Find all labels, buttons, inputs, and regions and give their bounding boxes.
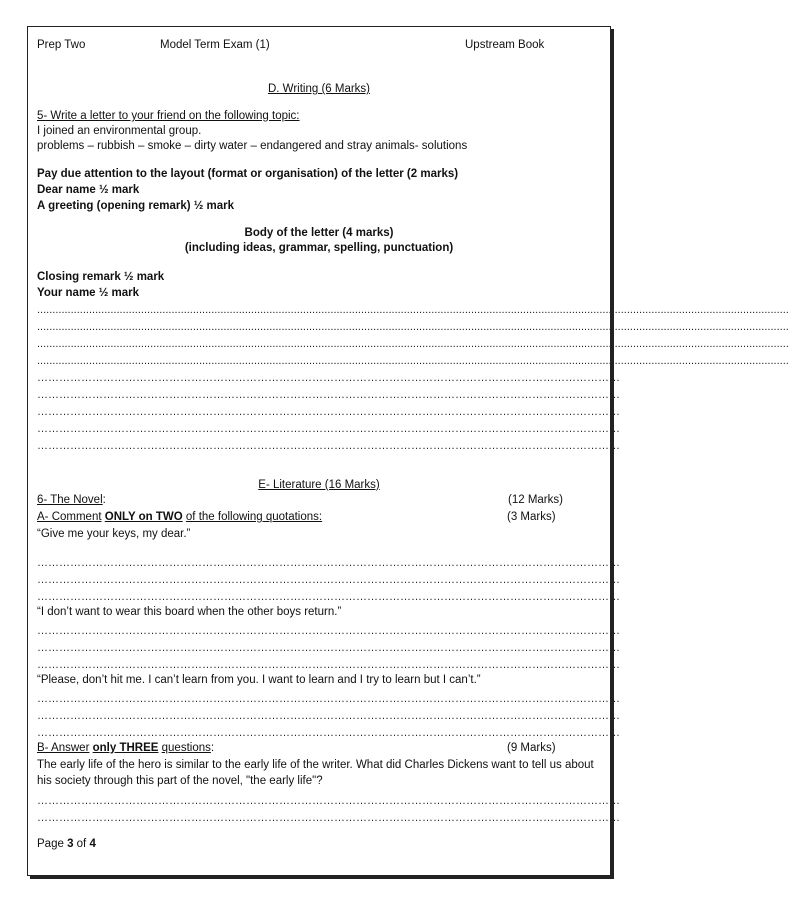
layout-note: Pay due attention to the layout (format or organisation) of the letter (2 marks) [37,168,459,180]
question-a-suffix: of the following quotations: [185,511,323,523]
question-b-text-line-2: his society through this part of the novel, "the early life"? [37,775,323,787]
answer-line[interactable]: …………………………………………………………………………………………………………………………………………… [37,642,620,654]
answer-line[interactable]: …………………………………………………………………………………………………………………………………………… [37,557,620,569]
letter-hints: problems – rubbish – smoke – dirty water – endangered and stray animals- solutions [37,140,468,152]
question-b-marks: (9 Marks) [507,742,556,754]
question-b-colon: : [210,742,215,754]
quotation-3: “Please, don’t hit me. I can’t learn from you. I want to learn and I try to learn but I can’t.” [37,674,481,686]
writing-section-title: D. Writing (6 Marks) [267,83,371,95]
question-b-text-line-1: The early life of the hero is similar to the early life of the writer. What did Charles Dickens want to tell us about [37,759,594,771]
greeting-mark: A greeting (opening remark) ½ mark [37,200,235,212]
answer-line[interactable]: …………………………………………………………………………………………………………………………………………… [37,659,620,671]
quotation-2: “I don’t want to wear this board when the other boys return.” [37,606,342,618]
answer-line[interactable]: ...................................................................................................................................................................................................................................................... [37,338,789,350]
question-6-label: 6- The Novel [37,494,103,506]
answer-line[interactable]: …………………………………………………………………………………………………………………………………………… [37,710,620,722]
answer-line[interactable]: …………………………………………………………………………………………………………………………………………… [37,423,620,435]
header-exam-title: Model Term Exam (1) [160,39,270,51]
question-b-heading [37,742,214,754]
quotation-1: “Give me your keys, my dear.” [37,528,191,540]
question-a-heading [37,511,322,523]
answer-line[interactable]: …………………………………………………………………………………………………………………………………………… [37,406,620,418]
answer-line[interactable]: …………………………………………………………………………………………………………………………………………… [37,625,620,637]
question-5-title: 5- Write a letter to your friend on the following topic: [37,110,300,122]
question-6-colon: : [102,494,106,506]
answer-line[interactable]: …………………………………………………………………………………………………………………………………………… [37,693,620,705]
header-book: Upstream Book [465,39,545,51]
answer-line[interactable]: …………………………………………………………………………………………………………………………………………… [37,372,620,384]
answer-line[interactable]: ...................................................................................................................................................................................................................................................... [37,304,789,316]
answer-line[interactable]: …………………………………………………………………………………………………………………………………………… [37,591,620,603]
answer-line[interactable]: …………………………………………………………………………………………………………………………………………… [37,795,620,807]
answer-line[interactable]: …………………………………………………………………………………………………………………………………………… [37,574,620,586]
body-title: Body of the letter (4 marks) [244,227,394,239]
body-subtitle: (including ideas, grammar, spelling, punctuation) [184,242,454,254]
dear-name-mark: Dear name ½ mark [37,184,140,196]
question-a-marks: (3 Marks) [507,511,556,523]
question-a-bold: ONLY on TWO [104,511,183,523]
question-6-marks: (12 Marks) [508,494,563,506]
your-name-mark: Your name ½ mark [37,287,140,299]
question-b-bold: only THREE [92,742,159,754]
page-number: Page 3 of 4 [37,838,96,850]
question-b-prefix: B- Answer [37,742,90,754]
literature-section-title: E- Literature (16 Marks) [258,479,380,491]
answer-line[interactable]: …………………………………………………………………………………………………………………………………………… [37,727,620,739]
question-a-prefix: A- Comment [37,511,102,523]
letter-topic: I joined an environmental group. [37,125,202,137]
answer-line[interactable]: …………………………………………………………………………………………………………………………………………… [37,812,620,824]
answer-line[interactable]: …………………………………………………………………………………………………………………………………………… [37,389,620,401]
closing-mark: Closing remark ½ mark [37,271,165,283]
header-class: Prep Two [37,39,86,51]
answer-line[interactable]: ...................................................................................................................................................................................................................................................... [37,355,789,367]
answer-line[interactable]: ...................................................................................................................................................................................................................................................... [37,321,789,333]
question-b-suffix: questions [161,742,211,754]
question-6-heading [37,494,106,506]
answer-line[interactable]: …………………………………………………………………………………………………………………………………………… [37,440,620,452]
